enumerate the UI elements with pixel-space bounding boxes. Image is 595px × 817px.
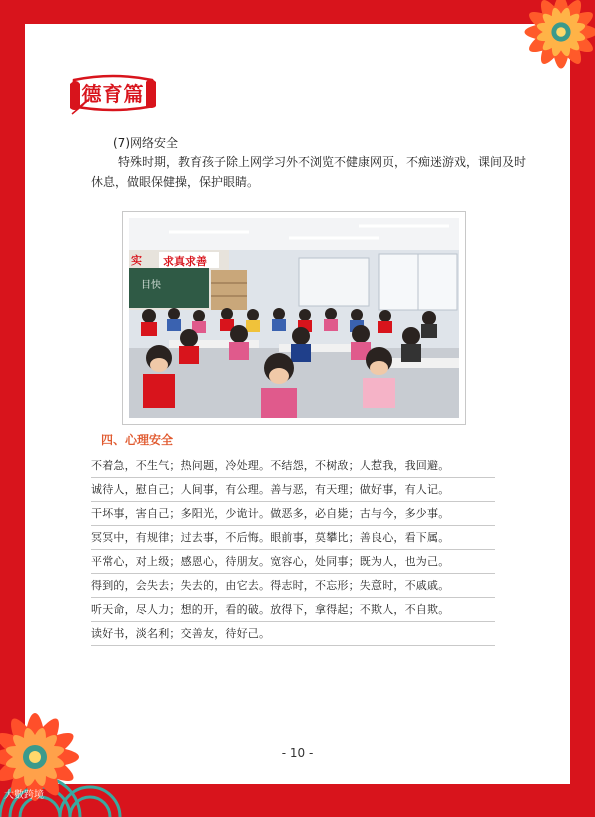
section-4-heading: 四、心理安全 [101,433,174,447]
watermark: 大數跨境 [4,790,44,801]
verse-line: 干坏事，害自己；多阳光，少诡计。做恶多，必自毙；古与今，多少事。 [91,502,495,526]
verse-line: 诚待人，慰自己；人间事，有公理。善与恶，有天理；做好事，有人记。 [91,478,495,502]
section-banner [68,70,158,116]
section-7-heading: (7)网络安全 [113,136,178,150]
board-small-text: 目快 [141,280,161,291]
banner-title: 德育篇 [81,82,145,106]
page-number: - 10 - [281,746,314,760]
board-slogan: 求真求善 [163,255,207,268]
network-safety-paragraph: 特殊时期，教育孩子除上网学习外不浏览不健康网页，不痴迷游戏，课间及时休息，做眼保健操，保护眼睛。 [91,155,527,189]
psychological-safety-verses [91,454,495,646]
classroom-photo [123,212,465,424]
verse-line: 不着急，不生气；热问题，冷处理。不结怨，不树敌；人惹我，我回避。 [91,454,495,478]
document-page [25,24,570,784]
verse-line: 读好书，淡名利；交善友，待好己。 [91,622,495,646]
verse-line: 得到的，会失去；失去的，由它去。得志时，不忘形；失意时，不戚戚。 [91,574,495,598]
verse-line: 平常心，对上级；感恩心，待朋友。宽容心，处同事；既为人，也为己。 [91,550,495,574]
classroom-image [129,218,459,418]
flower-decoration-icon [513,0,595,80]
verse-line: 冥冥中，有规律；过去事，不后悔。眼前事，莫攀比；善良心，看下属。 [91,526,495,550]
board-left-text: 实 [131,254,142,267]
verse-line: 听天命，尽人力；想的开，看的破。放得下，拿得起；不欺人，不自欺。 [91,598,495,622]
